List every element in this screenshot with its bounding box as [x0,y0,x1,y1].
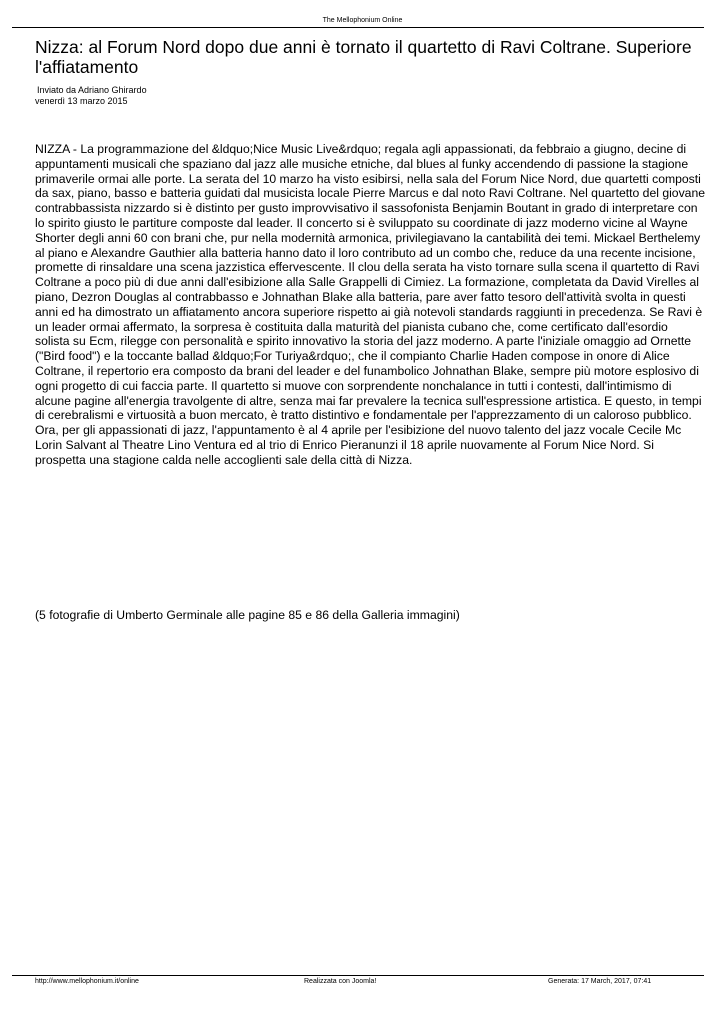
photo-credit: (5 fotografie di Umberto Germinale alle pagine 85 e 86 della Galleria immagini) [35,608,460,622]
article-date: venerdì 13 marzo 2015 [35,96,128,106]
article-meta [35,85,147,107]
footer-url: http://www.mellophonium.it/online [35,978,139,985]
footer-divider [12,975,704,976]
article-body: NIZZA - La programmazione del &ldquo;Nice Music Live&rdquo; regala agli appassionati, da febbraio a giugno, decine di appuntamenti musicali che spaziano dal jazz alle musiche etniche, dal blues al funky accendendo di passione la stagione primaverile ormai alle porte. La serata del 10 marzo ha visto esibirsi, nella sala del Forum Nice Nord, due quartetti composti da sax, piano, basso e batteria guidati dal musicista locale Pierre Marcus e dal noto Ravi Coltrane. Nel quartetto del giovane contrabbassista nizzardo si è distinto per gusto improvvisativo il sassofonista Benjamin Boutant in grado di interpretare con lo spirito giusto le partiture composte dal leader. Il concerto si è sviluppato su coordinate di jazz moderno vicine al Wayne Shorter degli anni 60 con brani che, pur nella modernità armonica, privilegiavano la cantabilità dei temi. Mickael Berthelemy al piano e Alexandre Gauthier alla batteria hanno dato il loro contributo ad un combo che, reduce da una recente incisione, promette di rinsaldare una scena jazzistica effervescente. Il clou della serata ha visto tornare sulla scena il quartetto di Ravi Coltrane a poco più di due anni dall'esibizione alla Salle Grappelli di Cimiez. La formazione, completata da David Virelles al piano, Dezron Douglas al contrabbasso e Johnathan Blake alla batteria, pare aver fatto tesoro dell'attività svolta in questi anni ed ha dimostrato un affiatamento ancora superiore rispetto ai già notevoli standards raggiunti in precedenza. Se Ravi è un leader ormai affermato, la sorpresa è costituita dalla maturità del pianista cubano che, come certificato dall'esordio solista su Ecm, rilegge con personalità e spirito innovativo la storia del jazz moderno. A parte l'iniziale omaggio ad Ornette ("Bird food") e la toccante ballad &ldquo;For Turiya&rdquo;, che il compianto Charlie Haden compose in onore di Alice Coltrane, il repertorio era composto da brani del leader e del funambolico Johnathan Blake, sempre più motore esplosivo di ogni progetto di cui faccia parte. Il quartetto si muove con sorprendente nonchalance in tutti i contesti, dall'intimismo di alcune pagine all'energia travolgente di altre, senza mai far prevalere la tecnica sull'espressione artistica. E questo, in tempi di cerebralismi e virtuosità a buon mercato, è tratto distintivo e fondamentale per l'apprezzamento di un caloroso pubblico. Ora, per gli appassionati di jazz, l'appuntamento è al 4 aprile per l'esibizione del nuovo talento del jazz vocale Cecile Mc Lorin Salvant al Theatre Lino Ventura ed al trio di Enrico Pieranunzi il 18 aprile nuovamente al Forum Nice Nord. Si prospetta una stagione calda nelle accoglienti sale della città di Nizza. [35,142,706,467]
site-header: The Mellophonium Online [322,17,403,24]
header-divider [12,27,704,28]
article-title: Nizza: al Forum Nord dopo due anni è tornato il quartetto di Ravi Coltrane. Superiore l'affiatamento [35,37,692,77]
article-author: Inviato da Adriano Ghirardo [37,85,147,95]
footer-generated-date: Generata: 17 March, 2017, 07:41 [548,978,652,985]
footer-powered-by: Realizzata con Joomla! [304,978,377,985]
